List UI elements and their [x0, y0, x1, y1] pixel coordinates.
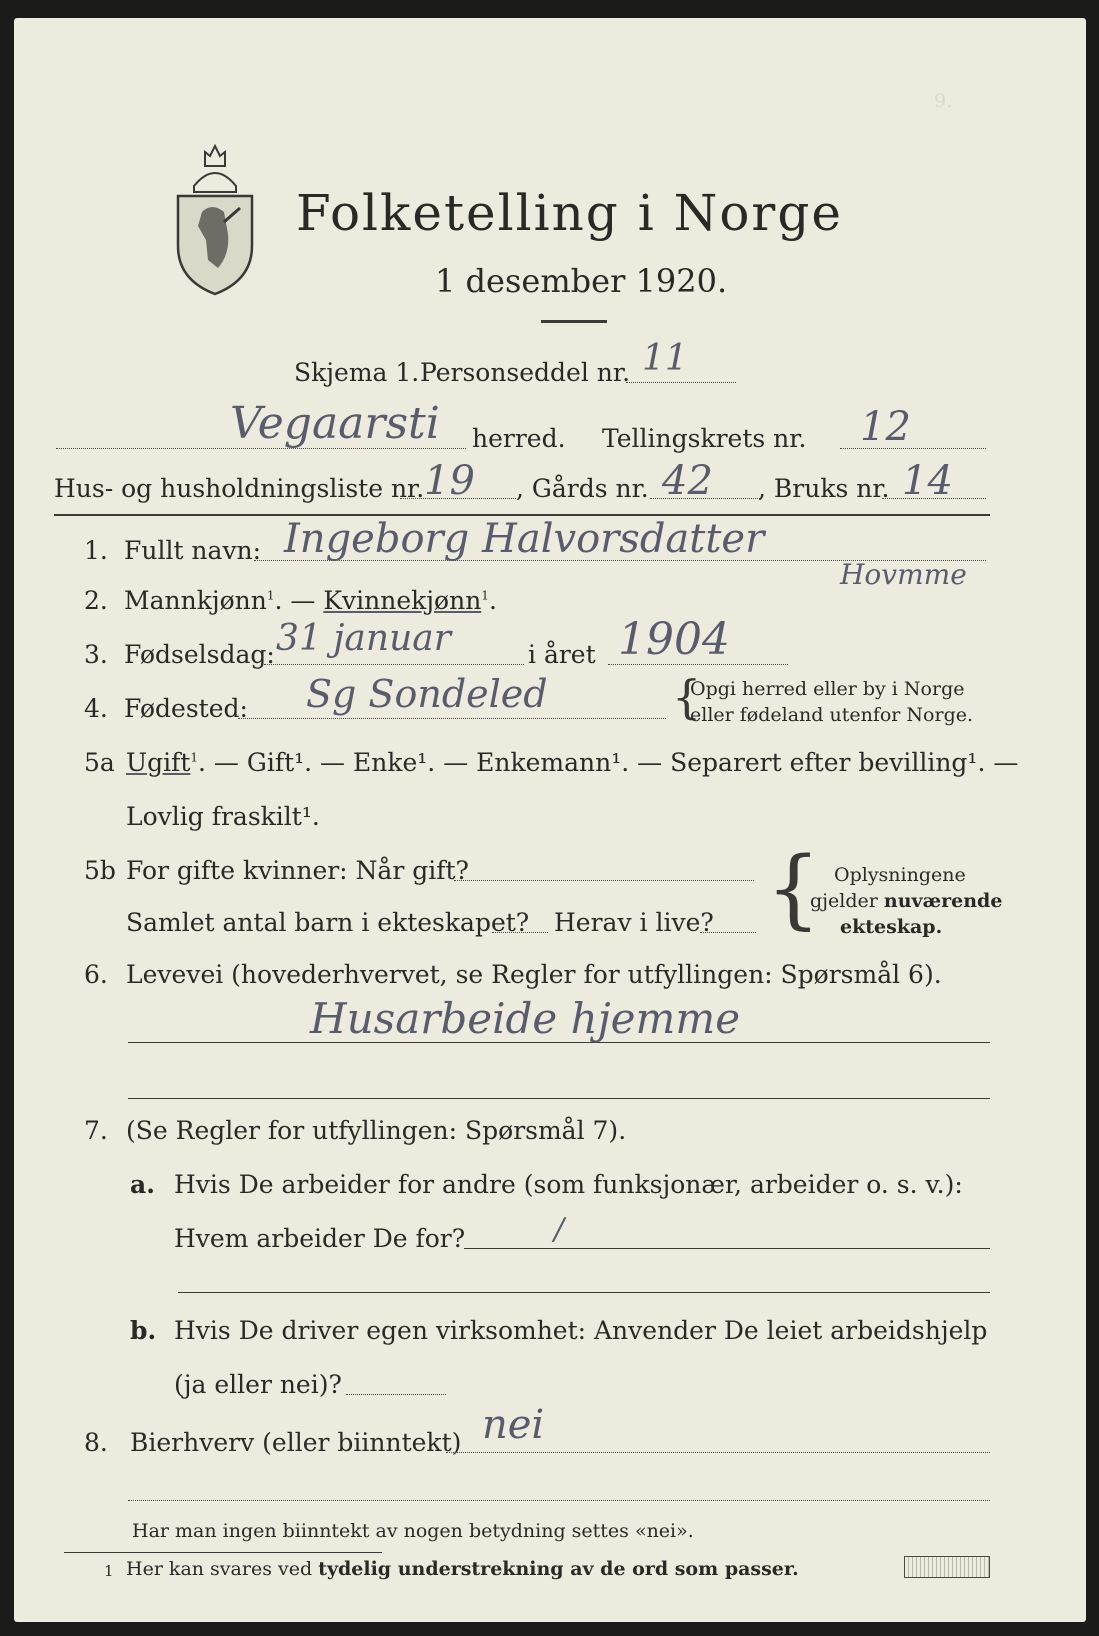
form-title: Folketelling i Norge	[296, 184, 843, 242]
q7-label: (Se Regler for utfyllingen: Spørsmål 7).	[126, 1116, 627, 1145]
q7a-text2: Hvem arbeider De for?	[174, 1224, 466, 1253]
q7a-line1	[464, 1248, 990, 1249]
q5b-children-line	[492, 932, 548, 933]
q2-text: Mannkjønn$^1$. — Kvinnekjønn$^1$.	[124, 586, 497, 615]
footnote-text: Her kan svares ved tydelig understrekning av de ord som passer.	[126, 1558, 799, 1580]
personseddel-label: Personseddel nr.	[420, 358, 631, 387]
q5a-other-options: . — Gift¹. — Enke¹. — Enkemann¹. — Separert efter bevilling¹. —	[198, 748, 1019, 777]
hus-value: 19	[424, 458, 475, 504]
printer-stamp	[904, 1556, 990, 1578]
q5b-note-line1: Oplysningene	[834, 864, 966, 886]
q1-number: 1.	[84, 536, 108, 565]
q1-value-surname: Hovmme	[840, 558, 967, 591]
personseddel-line	[626, 382, 736, 383]
gards-value: 42	[662, 458, 713, 504]
q1-label: Fullt navn:	[124, 536, 262, 565]
q8-label: Bierhverv (eller biinntekt)	[130, 1428, 462, 1457]
q8-number: 8.	[84, 1428, 108, 1457]
q3-year-value: 1904	[618, 614, 730, 665]
q5b-label: For gifte kvinner: Når gift?	[126, 856, 469, 885]
q5a-options: Ugift$^1$. — Gift¹. — Enke¹. — Enkemann¹. — Separert efter bevilling¹. —	[126, 748, 1019, 777]
q7a-letter: a.	[130, 1170, 155, 1199]
census-form-page	[14, 18, 1086, 1622]
q7b-letter: b.	[130, 1316, 157, 1345]
q4-number: 4.	[84, 694, 108, 723]
q3-label: Fødselsdag:	[124, 640, 275, 669]
q7b-text2: (ja eller nei)?	[174, 1370, 342, 1399]
gards-label: , Gårds nr.	[516, 474, 649, 503]
q7-number: 7.	[84, 1116, 108, 1145]
q7a-text: Hvis De arbeider for andre (som funksjonær, arbeider o. s. v.):	[174, 1170, 963, 1199]
title-divider	[541, 320, 607, 323]
bruks-value: 14	[902, 458, 953, 504]
q4-note-line1: Opgi herred eller by i Norge	[690, 678, 965, 700]
q6-value: Husarbeide hjemme	[310, 994, 741, 1043]
q2-sup-b: 1	[481, 588, 489, 603]
q5b-number: 5b	[84, 856, 116, 885]
tellingskrets-value: 12	[860, 404, 911, 450]
q5b-alive-line	[700, 932, 756, 933]
coat-of-arms-icon	[172, 142, 258, 298]
q3-number: 3.	[84, 640, 108, 669]
q5b-brace: {	[766, 839, 821, 939]
q5b-note-line3: ekteskap.	[840, 916, 943, 938]
q6-line2	[128, 1098, 990, 1099]
note-text: Har man ingen biinntekt av nogen betydning settes «nei».	[132, 1520, 694, 1542]
census-date: 1 desember 1920.	[435, 262, 728, 300]
q2-male-option: Mannkjønn	[124, 586, 267, 615]
footnote-number: 1	[104, 1562, 114, 1580]
bleed-through-text: 9.	[934, 90, 953, 112]
q4-label: Fødested:	[124, 694, 248, 723]
q4-line	[238, 718, 666, 719]
q5a-line2: Lovlig fraskilt¹.	[126, 802, 320, 831]
q6-number: 6.	[84, 960, 108, 989]
skjema-label: Skjema 1.	[294, 358, 420, 387]
herred-label: herred.	[472, 424, 566, 453]
q7a-line2	[178, 1292, 990, 1293]
tellingskrets-label: Tellingskrets nr.	[602, 424, 807, 453]
personseddel-value: 11	[642, 338, 688, 379]
q2-separator: . —	[274, 586, 324, 615]
q5b-children-label: Samlet antal barn i ekteskapet?	[126, 908, 530, 937]
q8-line1	[446, 1452, 990, 1453]
q2-number: 2.	[84, 586, 108, 615]
q3-year-label: i året	[528, 640, 596, 669]
q7a-value: /	[554, 1212, 565, 1247]
q3-day-line	[264, 664, 524, 665]
q5b-note-line2: gjelder nuværende	[810, 890, 1003, 912]
q5a-ugift-option: Ugift	[126, 748, 191, 777]
bruks-label: , Bruks nr.	[758, 474, 890, 503]
q7b-line	[346, 1394, 446, 1395]
q4-value: Sg Sondeled	[306, 672, 548, 716]
footnote-divider	[64, 1552, 382, 1553]
q2-female-option: Kvinnekjønn	[323, 586, 482, 615]
q1-value: Ingeborg Halvorsdatter	[284, 516, 765, 562]
q4-note-line2: eller fødeland utenfor Norge.	[690, 704, 974, 726]
q5a-number: 5a	[84, 748, 115, 777]
herred-value: Vegaarsti	[230, 398, 440, 449]
q2-sup-a: 1	[266, 588, 275, 603]
q5b-married-line	[454, 880, 754, 881]
q4-brace: {	[672, 670, 702, 724]
hus-label: Hus- og husholdningsliste nr.	[54, 474, 425, 503]
q8-value: nei	[482, 1402, 545, 1448]
q8-line2	[128, 1500, 990, 1501]
q5b-alive-label: Herav i live?	[554, 908, 714, 937]
q7b-text: Hvis De driver egen virksomhet: Anvender De leiet arbeidshjelp	[174, 1316, 988, 1345]
q3-day-value: 31 januar	[276, 618, 451, 659]
q6-label: Levevei (hovederhvervet, se Regler for utfyllingen: Spørsmål 6).	[126, 960, 942, 989]
